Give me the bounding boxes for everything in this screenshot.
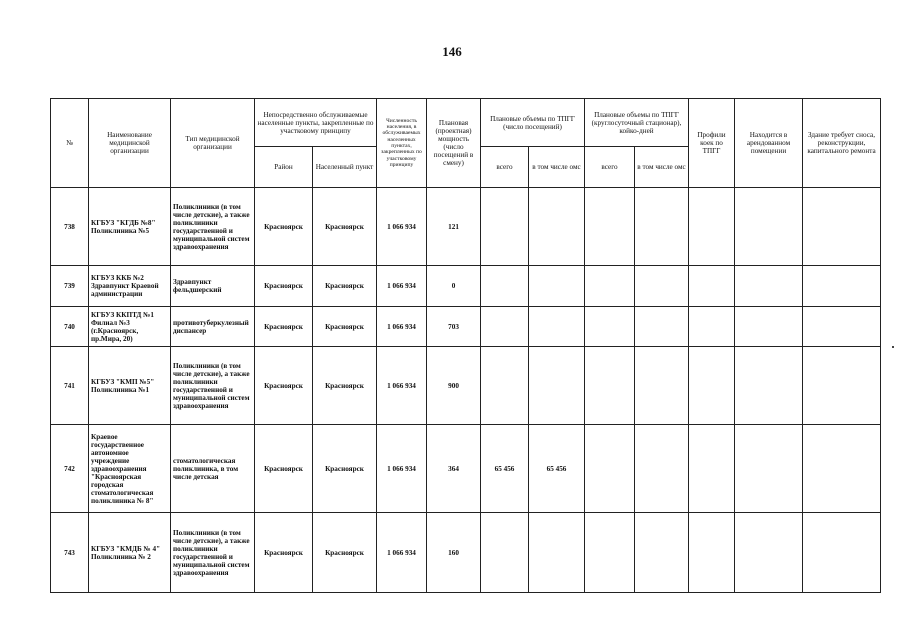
table-row: [51, 425, 881, 513]
row-org-name: КГБУЗ ККБ №2 Здравпункт Краевой администрации: [89, 266, 171, 307]
table-row: [51, 188, 881, 266]
row-num: 742: [51, 425, 89, 513]
row-population: 1 066 934: [377, 425, 427, 513]
row-bed-profile: [689, 266, 735, 307]
row-repair: [803, 347, 881, 425]
row-visits-total: 65 456: [481, 425, 529, 513]
row-org-name: Краевое государственное автономное учреждение здравоохранения "Красноярская городская стоматологическая поликлиника № 8": [89, 425, 171, 513]
row-org-name: КГБУЗ "КГДБ №8" Поликлиника №5: [89, 188, 171, 266]
row-rented: [735, 347, 803, 425]
row-org-type: Здравпункт фельдшерский: [171, 266, 255, 307]
row-repair: [803, 513, 881, 593]
row-beds-total: [585, 266, 635, 307]
header-visits-oms: в том числе омс: [529, 147, 585, 188]
row-num: 738: [51, 188, 89, 266]
table-row: [51, 347, 881, 425]
row-population: 1 066 934: [377, 347, 427, 425]
row-org-type: Поликлиники (в том числе детские), а также поликлиники государственной и муниципальной систем здравоохранения: [171, 347, 255, 425]
row-settlement: Красноярск: [313, 513, 377, 593]
header-org-type: Тип медицинской организации: [171, 99, 255, 188]
row-visits-total: [481, 307, 529, 347]
row-visits-total: [481, 513, 529, 593]
row-visits-total: [481, 347, 529, 425]
row-population: 1 066 934: [377, 513, 427, 593]
row-population: 1 066 934: [377, 266, 427, 307]
row-org-type: Поликлиники (в том числе детские), а также поликлиники государственной и муниципальной систем здравоохранения: [171, 188, 255, 266]
row-num: 743: [51, 513, 89, 593]
header-population: Численность населения, в обслуживаемых населенных пунктах, закрепленных по участковому принципу: [377, 99, 427, 188]
row-capacity: 703: [427, 307, 481, 347]
row-org-name: КГБУЗ "КМП №5" Поликлиника №1: [89, 347, 171, 425]
header-rented: Находится в арендованном помещении: [735, 99, 803, 188]
row-district: Красноярск: [255, 266, 313, 307]
header-district: Район: [255, 147, 313, 188]
row-settlement: Красноярск: [313, 188, 377, 266]
row-beds-oms: [635, 307, 689, 347]
row-bed-profile: [689, 513, 735, 593]
row-district: Красноярск: [255, 188, 313, 266]
row-capacity: 121: [427, 188, 481, 266]
row-org-type: Поликлиники (в том числе детские), а также поликлиники государственной и муниципальной систем здравоохранения: [171, 513, 255, 593]
row-visits-oms: [529, 347, 585, 425]
row-rented: [735, 188, 803, 266]
header-capacity: Плановая (проектная) мощность (число посещений в смену): [427, 99, 481, 188]
row-settlement: Красноярск: [313, 347, 377, 425]
header-beds-oms: в том числе омс: [635, 147, 689, 188]
row-beds-total: [585, 347, 635, 425]
row-visits-oms: [529, 307, 585, 347]
page-number: 146: [442, 44, 462, 59]
row-visits-total: [481, 188, 529, 266]
row-capacity: 160: [427, 513, 481, 593]
row-settlement: Красноярск: [313, 425, 377, 513]
medical-organizations-table: [50, 98, 881, 593]
row-bed-profile: [689, 425, 735, 513]
header-visits-total: всего: [481, 147, 529, 188]
row-capacity: 0: [427, 266, 481, 307]
row-beds-oms: [635, 425, 689, 513]
row-visits-oms: [529, 188, 585, 266]
row-bed-profile: [689, 307, 735, 347]
row-capacity: 900: [427, 347, 481, 425]
row-num: 740: [51, 307, 89, 347]
table-row: [51, 513, 881, 593]
row-visits-oms: 65 456: [529, 425, 585, 513]
header-attached-settlements: Непосредственно обслуживаемые населенные пункты, закрепленные по участковому принципу: [255, 99, 377, 147]
row-district: Красноярск: [255, 513, 313, 593]
row-repair: [803, 425, 881, 513]
scan-speck: [892, 346, 894, 348]
row-district: Красноярск: [255, 347, 313, 425]
header-settlement: Населенный пункт: [313, 147, 377, 188]
row-rented: [735, 513, 803, 593]
row-rented: [735, 307, 803, 347]
header-num: №: [51, 99, 89, 188]
row-num: 739: [51, 266, 89, 307]
row-org-type: противотуберкулезный диспансер: [171, 307, 255, 347]
row-org-name: КГБУЗ ККПТД №1 Филиал №3 (г.Красноярск, пр.Мира, 20): [89, 307, 171, 347]
row-beds-oms: [635, 513, 689, 593]
table-row: [51, 307, 881, 347]
row-visits-oms: [529, 266, 585, 307]
row-visits-oms: [529, 513, 585, 593]
row-settlement: Красноярск: [313, 307, 377, 347]
row-bed-profile: [689, 347, 735, 425]
row-population: 1 066 934: [377, 307, 427, 347]
row-capacity: 364: [427, 425, 481, 513]
row-district: Красноярск: [255, 307, 313, 347]
row-visits-total: [481, 266, 529, 307]
row-beds-oms: [635, 347, 689, 425]
header-org-name: Наименование медицинской организации: [89, 99, 171, 188]
row-beds-total: [585, 188, 635, 266]
row-settlement: Красноярск: [313, 266, 377, 307]
row-beds-total: [585, 425, 635, 513]
table-row: [51, 266, 881, 307]
header-beds-total: всего: [585, 147, 635, 188]
header-bed-profile: Профили коек по ТПГГ: [689, 99, 735, 188]
row-beds-oms: [635, 188, 689, 266]
row-rented: [735, 425, 803, 513]
row-repair: [803, 266, 881, 307]
row-beds-oms: [635, 266, 689, 307]
header-tpgg-visits: Плановые объемы по ТПГГ (число посещений): [481, 99, 585, 147]
header-tpgg-hospital: Плановые объемы по ТПГГ (круглосуточный стационар), койко-дней: [585, 99, 689, 147]
row-org-type: стоматологическая поликлиника, в том числе детская: [171, 425, 255, 513]
row-district: Красноярск: [255, 425, 313, 513]
row-rented: [735, 266, 803, 307]
row-org-name: КГБУЗ "КМДБ № 4" Поликлиника № 2: [89, 513, 171, 593]
row-bed-profile: [689, 188, 735, 266]
row-beds-total: [585, 513, 635, 593]
row-repair: [803, 188, 881, 266]
row-population: 1 066 934: [377, 188, 427, 266]
row-num: 741: [51, 347, 89, 425]
row-repair: [803, 307, 881, 347]
header-repair: Здание требует сноса, реконструкции, капитального ремонта: [803, 99, 881, 188]
row-beds-total: [585, 307, 635, 347]
